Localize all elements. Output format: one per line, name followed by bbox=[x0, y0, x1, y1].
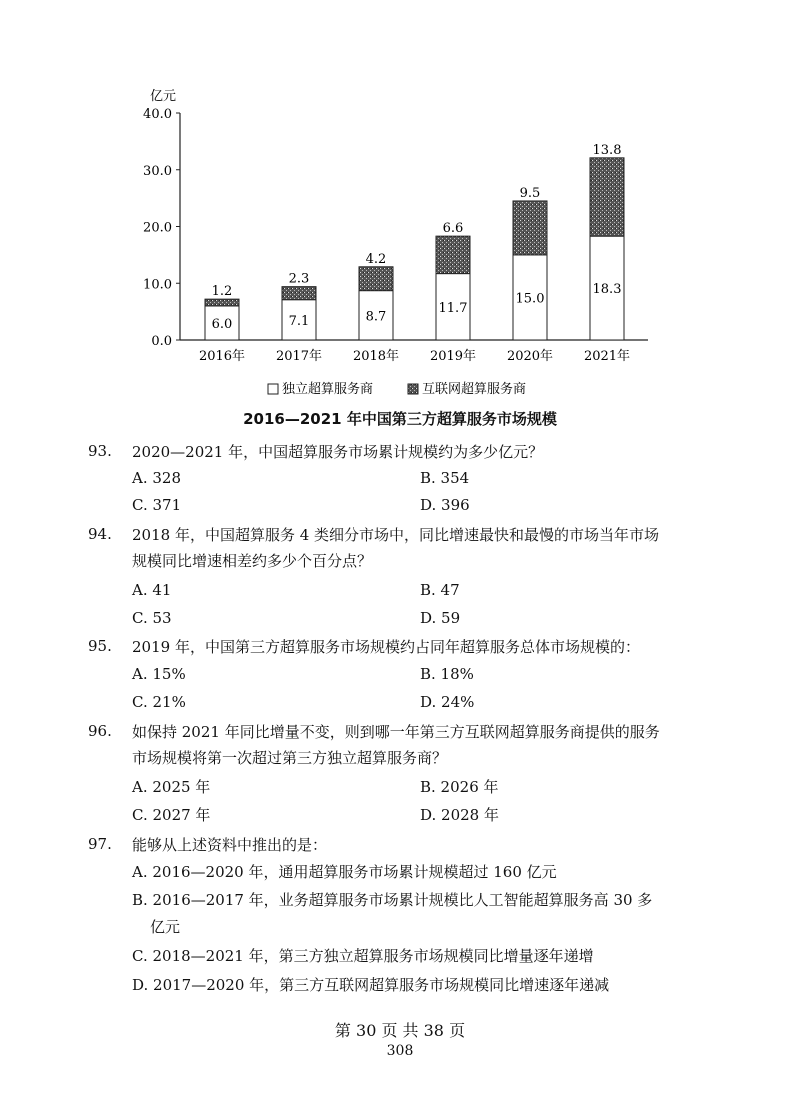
question-number: 94. bbox=[88, 525, 112, 543]
option-a: A. 328 bbox=[132, 469, 181, 487]
data-label-independent: 15.0 bbox=[515, 291, 545, 307]
option-b: B. 47 bbox=[420, 581, 460, 599]
question-number: 95. bbox=[88, 637, 112, 655]
question-text: 如保持 2021 年同比增量不变，则到哪一年第三方互联网超算服务商提供的服务 bbox=[132, 723, 660, 741]
page-indicator: 第 30 页 共 38 页 bbox=[334, 1021, 466, 1040]
x-tick-label: 2017年 bbox=[275, 349, 323, 364]
y-tick-label: 0.0 bbox=[151, 334, 172, 349]
data-label-internet: 4.2 bbox=[365, 251, 387, 267]
data-label-internet: 9.5 bbox=[519, 185, 541, 201]
y-tick-label: 30.0 bbox=[143, 163, 172, 179]
option-b: B. 2026 年 bbox=[420, 778, 499, 796]
legend-label-internet: 互联网超算服务商 bbox=[422, 382, 527, 397]
option-b: B. 2016—2017 年，业务超算服务市场累计规模比人工智能超算服务高 30 多 bbox=[132, 891, 653, 909]
legend-swatch-independent bbox=[268, 384, 278, 394]
option-d: D. 396 bbox=[420, 496, 470, 514]
question-text-cont: 市场规模将第一次超过第三方独立超算服务商？ bbox=[132, 749, 448, 767]
legend-swatch-internet bbox=[408, 384, 418, 394]
option-c: C. 371 bbox=[132, 496, 182, 514]
option-a: A. 2016—2020 年，通用超算服务市场累计规模超过 160 亿元 bbox=[132, 863, 557, 881]
option-d: D. 2017—2020 年，第三方互联网超算服务市场规模同比增速逐年递减 bbox=[132, 976, 610, 994]
option-b: B. 354 bbox=[420, 469, 470, 487]
bar-internet bbox=[205, 299, 239, 306]
question-number: 97. bbox=[88, 835, 112, 853]
y-tick-label: 40.0 bbox=[143, 107, 172, 122]
question-text: 2020—2021 年，中国超算服务市场累计规模约为多少亿元？ bbox=[132, 443, 544, 461]
bar-internet bbox=[436, 236, 470, 273]
bar-internet bbox=[513, 201, 547, 255]
x-tick-label: 2019年 bbox=[429, 349, 477, 364]
x-tick-label: 2018年 bbox=[352, 349, 400, 364]
data-label-independent: 11.7 bbox=[438, 300, 468, 316]
option-d: D. 2028 年 bbox=[420, 806, 499, 824]
option-a: A. 41 bbox=[132, 581, 172, 599]
option-a: A. 15% bbox=[132, 665, 186, 683]
data-label-internet: 1.2 bbox=[211, 284, 233, 300]
bar-internet bbox=[282, 287, 316, 300]
x-tick-label: 2021年 bbox=[583, 349, 631, 364]
data-label-internet: 2.3 bbox=[288, 271, 310, 287]
option-b-cont: 亿元 bbox=[150, 918, 181, 936]
option-c: C. 53 bbox=[132, 609, 172, 627]
question-number: 96. bbox=[88, 722, 112, 740]
option-c: C. 21% bbox=[132, 693, 186, 711]
option-a: A. 2025 年 bbox=[132, 778, 211, 796]
option-d: D. 59 bbox=[420, 609, 461, 627]
x-tick-label: 2016年 bbox=[198, 349, 246, 364]
option-c: C. 2018—2021 年，第三方独立超算服务市场规模同比增量逐年递增 bbox=[132, 947, 594, 965]
bar-internet bbox=[359, 267, 393, 291]
question-text: 2018 年，中国超算服务 4 类细分市场中，同比增速最快和最慢的市场当年市场 bbox=[132, 526, 660, 544]
data-label-independent: 6.0 bbox=[211, 316, 233, 332]
stacked-bar-chart bbox=[0, 0, 800, 440]
x-tick-label: 2020年 bbox=[506, 349, 554, 364]
question-number: 93. bbox=[88, 442, 112, 460]
y-unit-label: 亿元 bbox=[150, 89, 177, 104]
y-tick-label: 10.0 bbox=[143, 277, 172, 293]
data-label-independent: 8.7 bbox=[365, 309, 387, 325]
option-b: B. 18% bbox=[420, 665, 474, 683]
page-number: 308 bbox=[386, 1043, 414, 1059]
question-text: 能够从上述资料中推出的是： bbox=[132, 836, 328, 854]
data-label-independent: 7.1 bbox=[288, 313, 310, 329]
data-label-internet: 13.8 bbox=[592, 142, 622, 158]
legend-label-independent: 独立超算服务商 bbox=[282, 382, 374, 397]
question-text-cont: 规模同比增速相差约多少个百分点？ bbox=[132, 552, 373, 570]
option-d: D. 24% bbox=[420, 693, 475, 711]
bar-internet bbox=[590, 158, 624, 236]
data-label-internet: 6.6 bbox=[442, 221, 464, 237]
chart-title: 2016—2021 年中国第三方超算服务市场规模 bbox=[243, 410, 557, 428]
y-tick-label: 20.0 bbox=[143, 220, 172, 236]
question-text: 2019 年，中国第三方超算服务市场规模约占同年超算服务总体市场规模的： bbox=[132, 638, 640, 656]
option-c: C. 2027 年 bbox=[132, 806, 211, 824]
data-label-independent: 18.3 bbox=[592, 282, 622, 298]
